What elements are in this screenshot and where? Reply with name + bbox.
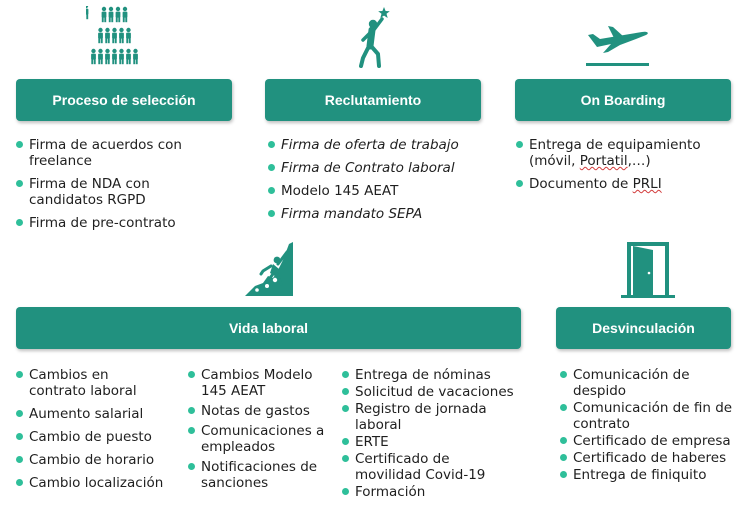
list-item: Cambios en contrato laboral [16, 367, 164, 399]
list-item: Firma mandato SEPA [268, 206, 488, 222]
header-title: On Boarding [580, 92, 666, 108]
list-item: Certificado de haberes [560, 450, 745, 466]
list-item: Cambio de puesto [16, 429, 176, 445]
list-item: Aumento salarial [16, 406, 176, 422]
onboarding-list [516, 137, 746, 199]
list-item: Certificado de empresa [560, 433, 745, 449]
list-item: Entrega de equipamiento (móvil, Portatil,…) [516, 137, 746, 169]
seleccion-list [16, 137, 241, 238]
header-title: Proceso de selección [52, 92, 196, 108]
list-item: Firma de NDA con candidatos RGPD [16, 176, 219, 208]
header-desvinculacion [556, 307, 731, 349]
list-item: Comunicaciones a empleados [188, 423, 326, 455]
list-item: Cambio localización [16, 475, 176, 491]
list-item: Cambios Modelo 145 AEAT [188, 367, 316, 399]
header-on-boarding [515, 79, 731, 121]
people-pyramid-icon [86, 6, 144, 68]
list-item: Entrega de finiquito [560, 467, 745, 483]
list-item: Modelo 145 AEAT [268, 183, 488, 199]
list-item: Cambio de horario [16, 452, 176, 468]
list-item: Firma de oferta de trabajo [268, 137, 488, 153]
vida-col2-list [188, 367, 328, 495]
list-item: Comunicación de despido [560, 367, 745, 399]
desvinculacion-list [560, 367, 745, 484]
header-reclutamiento [265, 79, 481, 121]
list-item: Registro de jornada laboral [342, 401, 527, 433]
list-item: Solicitud de vacaciones [342, 384, 527, 400]
exit-door-icon [619, 240, 677, 300]
header-title: Vida laboral [228, 320, 309, 336]
list-item: Notificaciones de sanciones [188, 459, 326, 491]
airplane-takeoff-icon [584, 18, 652, 70]
list-item: Comunicación de fin de contrato [560, 400, 733, 432]
list-item: Certificado de movilidad Covid-19 [342, 451, 505, 483]
list-item: Firma de pre-contrato [16, 215, 241, 231]
list-item: Notas de gastos [188, 403, 328, 419]
list-item: Documento de PRLI [516, 176, 746, 192]
reclutamiento-list [268, 137, 488, 229]
header-proceso-seleccion [16, 79, 232, 121]
person-reaching-star-icon [355, 6, 395, 70]
vida-col1-list [16, 367, 176, 498]
header-title: Reclutamiento [324, 92, 422, 108]
header-title: Desvinculación [592, 320, 695, 336]
list-item: Firma de acuerdos con freelance [16, 137, 241, 169]
list-item: Formación [342, 484, 527, 500]
header-vida-laboral [16, 307, 521, 349]
mountain-climber-icon [243, 240, 299, 298]
list-item: Firma de Contrato laboral [268, 160, 488, 176]
vida-col3-list [342, 367, 527, 501]
list-item: ERTE [342, 434, 527, 450]
list-item: Entrega de nóminas [342, 367, 527, 383]
